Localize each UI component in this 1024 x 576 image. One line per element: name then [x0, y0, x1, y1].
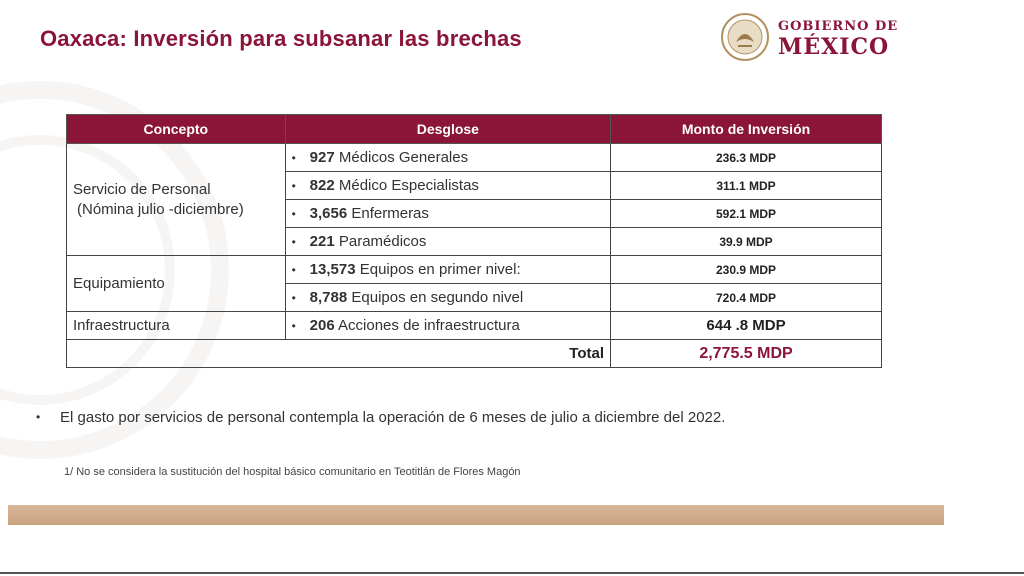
desglose-cell	[285, 172, 610, 200]
table-header-row	[67, 115, 882, 144]
desglose-text: Médicos Generales	[338, 149, 469, 166]
desglose-number: 221	[309, 233, 335, 250]
slide-title: Oaxaca: Inversión para subsanar las brechas	[40, 26, 522, 51]
table-row	[67, 312, 882, 340]
concept-label: Servicio de Personal	[73, 180, 211, 198]
bullet-icon: •	[36, 410, 41, 424]
concept-sublabel: (Nómina julio -diciembre)	[77, 200, 244, 218]
concept-equipamiento: Equipamiento	[67, 256, 286, 312]
desglose-text: Enfermeras	[351, 205, 429, 222]
monto-cell: 311.1 MDP	[611, 172, 882, 200]
total-row	[67, 340, 882, 368]
desglose-cell	[285, 200, 610, 228]
table-row	[67, 144, 882, 172]
desglose-cell	[285, 144, 610, 172]
desglose-number: 3,656	[309, 205, 348, 222]
desglose-cell	[285, 312, 610, 340]
concept-infraestructura: Infraestructura	[67, 312, 286, 340]
note-text: El gasto por servicios de personal contempla la operación de 6 meses de julio a diciembre del 2022.	[60, 409, 726, 426]
monto-cell: 236.3 MDP	[611, 144, 882, 172]
bullet-icon: •	[291, 291, 296, 305]
header-monto: Monto de Inversión	[611, 115, 882, 144]
bullet-icon: •	[291, 263, 296, 277]
gobierno-mexico-logo	[720, 12, 900, 64]
monto-cell: 230.9 MDP	[611, 256, 882, 284]
bullet-icon: •	[291, 207, 296, 221]
logo-text-gobierno: GOBIERNO DE	[778, 19, 899, 34]
bullet-icon: •	[291, 319, 296, 333]
decorative-bar	[8, 505, 944, 525]
table-row	[67, 256, 882, 284]
bullet-icon: •	[291, 151, 296, 165]
divider	[0, 572, 1024, 574]
logo-text-mexico: MÉXICO	[778, 34, 890, 60]
bullet-icon: •	[291, 235, 296, 249]
header-desglose: Desglose	[285, 115, 610, 144]
national-seal-icon	[720, 12, 770, 62]
total-value: 2,775.5 MDP	[611, 340, 882, 368]
total-label: Total	[67, 340, 611, 368]
desglose-number: 927	[309, 149, 335, 166]
desglose-number: 8,788	[309, 289, 348, 306]
desglose-cell	[285, 228, 610, 256]
monto-cell: 720.4 MDP	[611, 284, 882, 312]
concept-servicio-personal	[67, 144, 286, 256]
footnote: 1/ No se considera la sustitución del hospital básico comunitario en Teotitlán de Flores Magón	[64, 466, 521, 478]
note-paragraph	[36, 404, 756, 431]
desglose-number: 13,573	[309, 261, 356, 278]
desglose-text: Médico Especialistas	[338, 177, 479, 194]
desglose-number: 822	[309, 177, 335, 194]
desglose-cell	[285, 284, 610, 312]
desglose-text: Equipos en primer nivel:	[359, 261, 521, 278]
desglose-text: Acciones de infraestructura	[338, 317, 520, 334]
desglose-text: Paramédicos	[338, 233, 427, 250]
header-concepto: Concepto	[67, 115, 286, 144]
monto-cell: 644 .8 MDP	[611, 312, 882, 340]
bullet-icon: •	[291, 179, 296, 193]
desglose-text: Equipos en segundo nivel	[351, 289, 524, 306]
investment-table	[66, 114, 882, 368]
monto-cell: 592.1 MDP	[611, 200, 882, 228]
desglose-number: 206	[309, 317, 335, 334]
monto-cell: 39.9 MDP	[611, 228, 882, 256]
desglose-cell	[285, 256, 610, 284]
